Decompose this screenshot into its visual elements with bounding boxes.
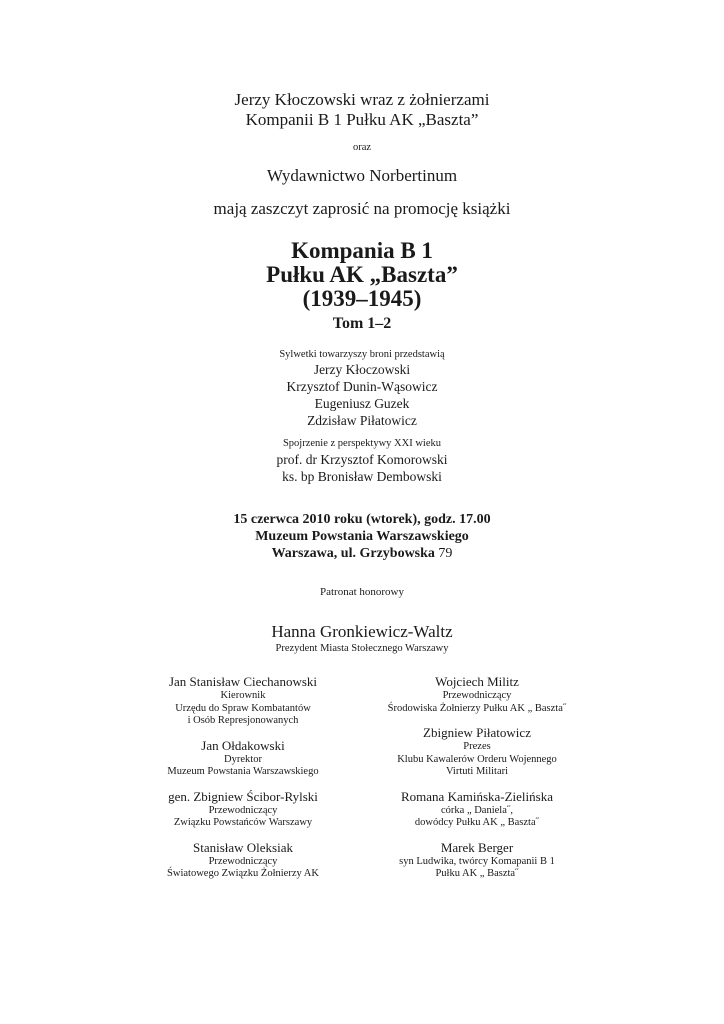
left-column	[123, 674, 363, 891]
profiles-name: Jerzy Kłoczowski	[313, 362, 411, 377]
member-name: Jan Ołdakowski	[201, 737, 285, 753]
member-role: Światowego Związku Żołnierzy AK	[167, 868, 319, 879]
committee-member	[123, 674, 363, 728]
member-role: Muzeum Powstania Warszawskiego	[167, 766, 319, 777]
patron-name: Hanna Gronkiewicz-Waltz	[271, 622, 453, 641]
patron-label: Patronat honorowy	[319, 586, 404, 598]
perspective-intro: Spojrzenie z perspektywy XXI wieku	[282, 438, 442, 449]
profiles-name: Eugeniusz Guzek	[314, 396, 410, 411]
committee-member	[123, 738, 363, 779]
member-role: Urzędu do Spraw Kombatantów	[175, 702, 311, 714]
book-title-line-1: Kompania B 1	[291, 238, 433, 263]
committee-member	[123, 840, 363, 881]
perspective-name: prof. dr Krzysztof Komorowski	[276, 452, 448, 467]
member-role: Virtuti Militari	[445, 766, 509, 777]
publisher-name: Wydawnictwo Norbertinum	[266, 166, 458, 185]
committee-member	[357, 674, 597, 715]
profiles-name: Zdzisław Piłatowicz	[307, 413, 417, 428]
invitation-text: mają zaszczyt zaprosić na promocję książki	[213, 199, 511, 218]
committee-member	[357, 725, 597, 779]
oraz-text: oraz	[352, 142, 372, 153]
book-title-line-2: Pułku AK „Baszta”	[266, 262, 458, 287]
book-years: (1939–1945)	[302, 286, 422, 311]
profiles-intro: Sylwetki towarzyszy broni przedstawią	[279, 349, 445, 360]
member-role: Przewodniczący	[208, 855, 278, 867]
patron-role: Prezydent Miasta Stołecznego Warszawy	[275, 643, 449, 654]
committee-member	[123, 789, 363, 830]
member-name: Zbigniew Piłatowicz	[423, 725, 531, 740]
profiles-name: Krzysztof Dunin-Wąsowicz	[286, 379, 438, 394]
member-name: Wojciech Militz	[435, 674, 519, 689]
member-name: Romana Kamińska-Zielińska	[401, 788, 553, 804]
header-line-1: Jerzy Kłoczowski wraz z żołnierzami	[234, 90, 490, 109]
member-name: gen. Zbigniew Ścibor-Rylski	[168, 788, 318, 804]
committee-member	[357, 840, 597, 881]
member-name: Stanisław Oleksiak	[192, 839, 293, 855]
member-role: Dyrektor	[224, 753, 262, 765]
member-role: Przewodniczący	[208, 804, 278, 816]
member-role: córka „ Daniela˝,	[441, 804, 513, 816]
member-role: Związku Powstańców Warszawy	[173, 817, 313, 828]
member-role: Kierownik	[220, 690, 266, 701]
member-role: dowódcy Pułku AK „ Baszta˝	[414, 817, 540, 828]
header-line-2: Kompanii B 1 Pułku AK „Baszta”	[245, 110, 479, 129]
member-role: Przewodniczący	[442, 690, 512, 701]
perspective-name: ks. bp Bronisław Dembowski	[282, 469, 442, 484]
book-volume: Tom 1–2	[332, 315, 392, 332]
event-venue: Muzeum Powstania Warszawskiego	[255, 529, 469, 544]
event-address: Warszawa, ul. Grzybowska	[271, 546, 435, 561]
member-role: Pułku AK „ Baszta˝	[435, 868, 519, 879]
right-column	[357, 674, 597, 891]
member-role: Prezes	[463, 741, 491, 752]
member-role: syn Ludwika, twórcy Komapanii B 1	[399, 855, 555, 867]
event-address-number: 79	[438, 546, 453, 561]
committee-member	[357, 789, 597, 830]
member-role: i Osób Represjonowanych	[187, 715, 299, 726]
member-role: Środowiska Żołnierzy Pułku AK „ Baszta˝	[387, 702, 567, 714]
member-name: Marek Berger	[440, 839, 514, 855]
member-name: Jan Stanisław Ciechanowski	[168, 674, 318, 689]
member-role: Klubu Kawalerów Orderu Wojennego	[397, 753, 557, 765]
event-address-line	[0, 545, 724, 563]
event-date: 15 czerwca 2010 roku (wtorek), godz. 17.00	[233, 512, 491, 527]
